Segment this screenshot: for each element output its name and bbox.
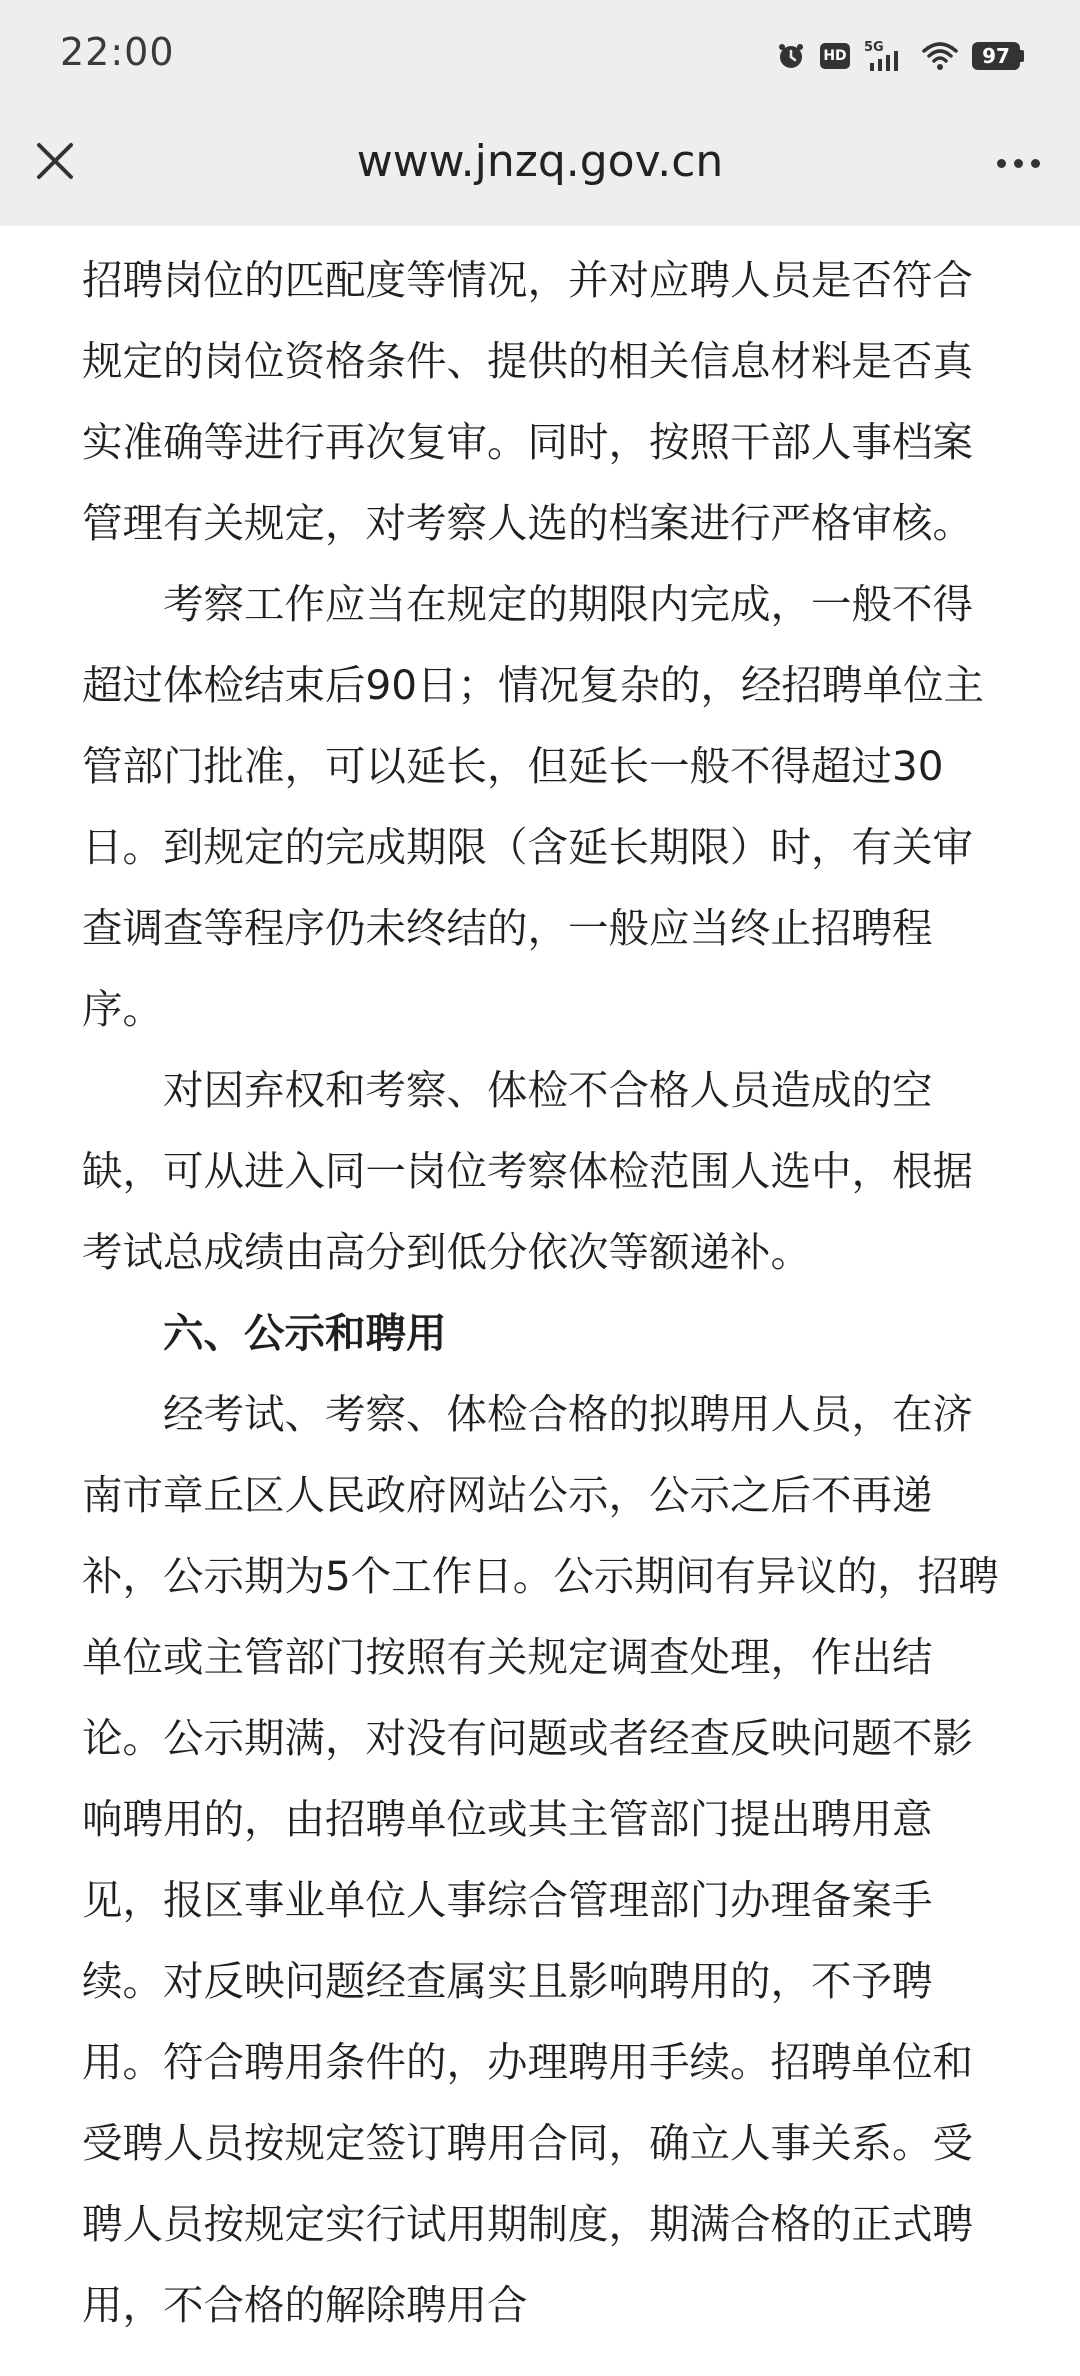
paragraph: 招聘岗位的匹配度等情况，并对应聘人员是否符合规定的岗位资格条件、提供的相关信息材料是否真实准确等进行再次复审。同时，按照干部人事档案管理有关规定，对考察人选的档案进行严格审核。 [82,256,973,547]
svg-text:5G: 5G [864,40,884,55]
hd-icon: HD [820,43,850,69]
wifi-icon [922,41,958,71]
article-content [82,240,1000,2346]
paragraph: 考察工作应当在规定的期限内完成，一般不得超过体检结束后90日；情况复杂的，经招聘单位主管部门批准，可以延长，但延长一般不得超过30日。到规定的完成期限（含延长期限）时，有关审查调查等程序仍未终结的，一般应当终止招聘程序。 [82,580,985,1033]
status-time: 22:00 [60,30,175,74]
status-bar [0,0,1080,112]
more-dots-icon [997,159,1006,168]
section-heading: 六、公示和聘用 [163,1309,447,1357]
status-icons [776,36,1024,76]
battery-icon [972,42,1024,70]
browser-toolbar [0,112,1080,226]
signal-icon [864,39,908,73]
page-url[interactable]: www.jnzq.gov.cn [356,136,724,187]
paragraph: 对因弃权和考察、体检不合格人员造成的空缺，可从进入同一岗位考察体检范围人选中，根据考试总成绩由高分到低分依次等额递补。 [82,1066,973,1276]
more-options-button[interactable] [986,138,1050,188]
alarm-icon [776,41,806,71]
battery-level: 97 [972,42,1020,70]
paragraph: 经考试、考察、体检合格的拟聘用人员，在济南市章丘区人民政府网站公示，公示之后不再递补，公示期为5个工作日。公示期间有异议的，招聘单位或主管部门按照有关规定调查处理，作出结论。公示期满，对没有问题或者经查反映问题不影响聘用的，由招聘单位或其主管部门提出聘用意见，报区事业单位人事综合管理部门办理备案手续。对反映问题经查属实且影响聘用的，不予聘用。符合聘用条件的，办理聘用手续。招聘单位和受聘人员按规定签订聘用合同，确立人事关系。受聘人员按规定实行试用期制度，期满合格的正式聘用，不合格的解除聘用合 [82,1390,999,2329]
